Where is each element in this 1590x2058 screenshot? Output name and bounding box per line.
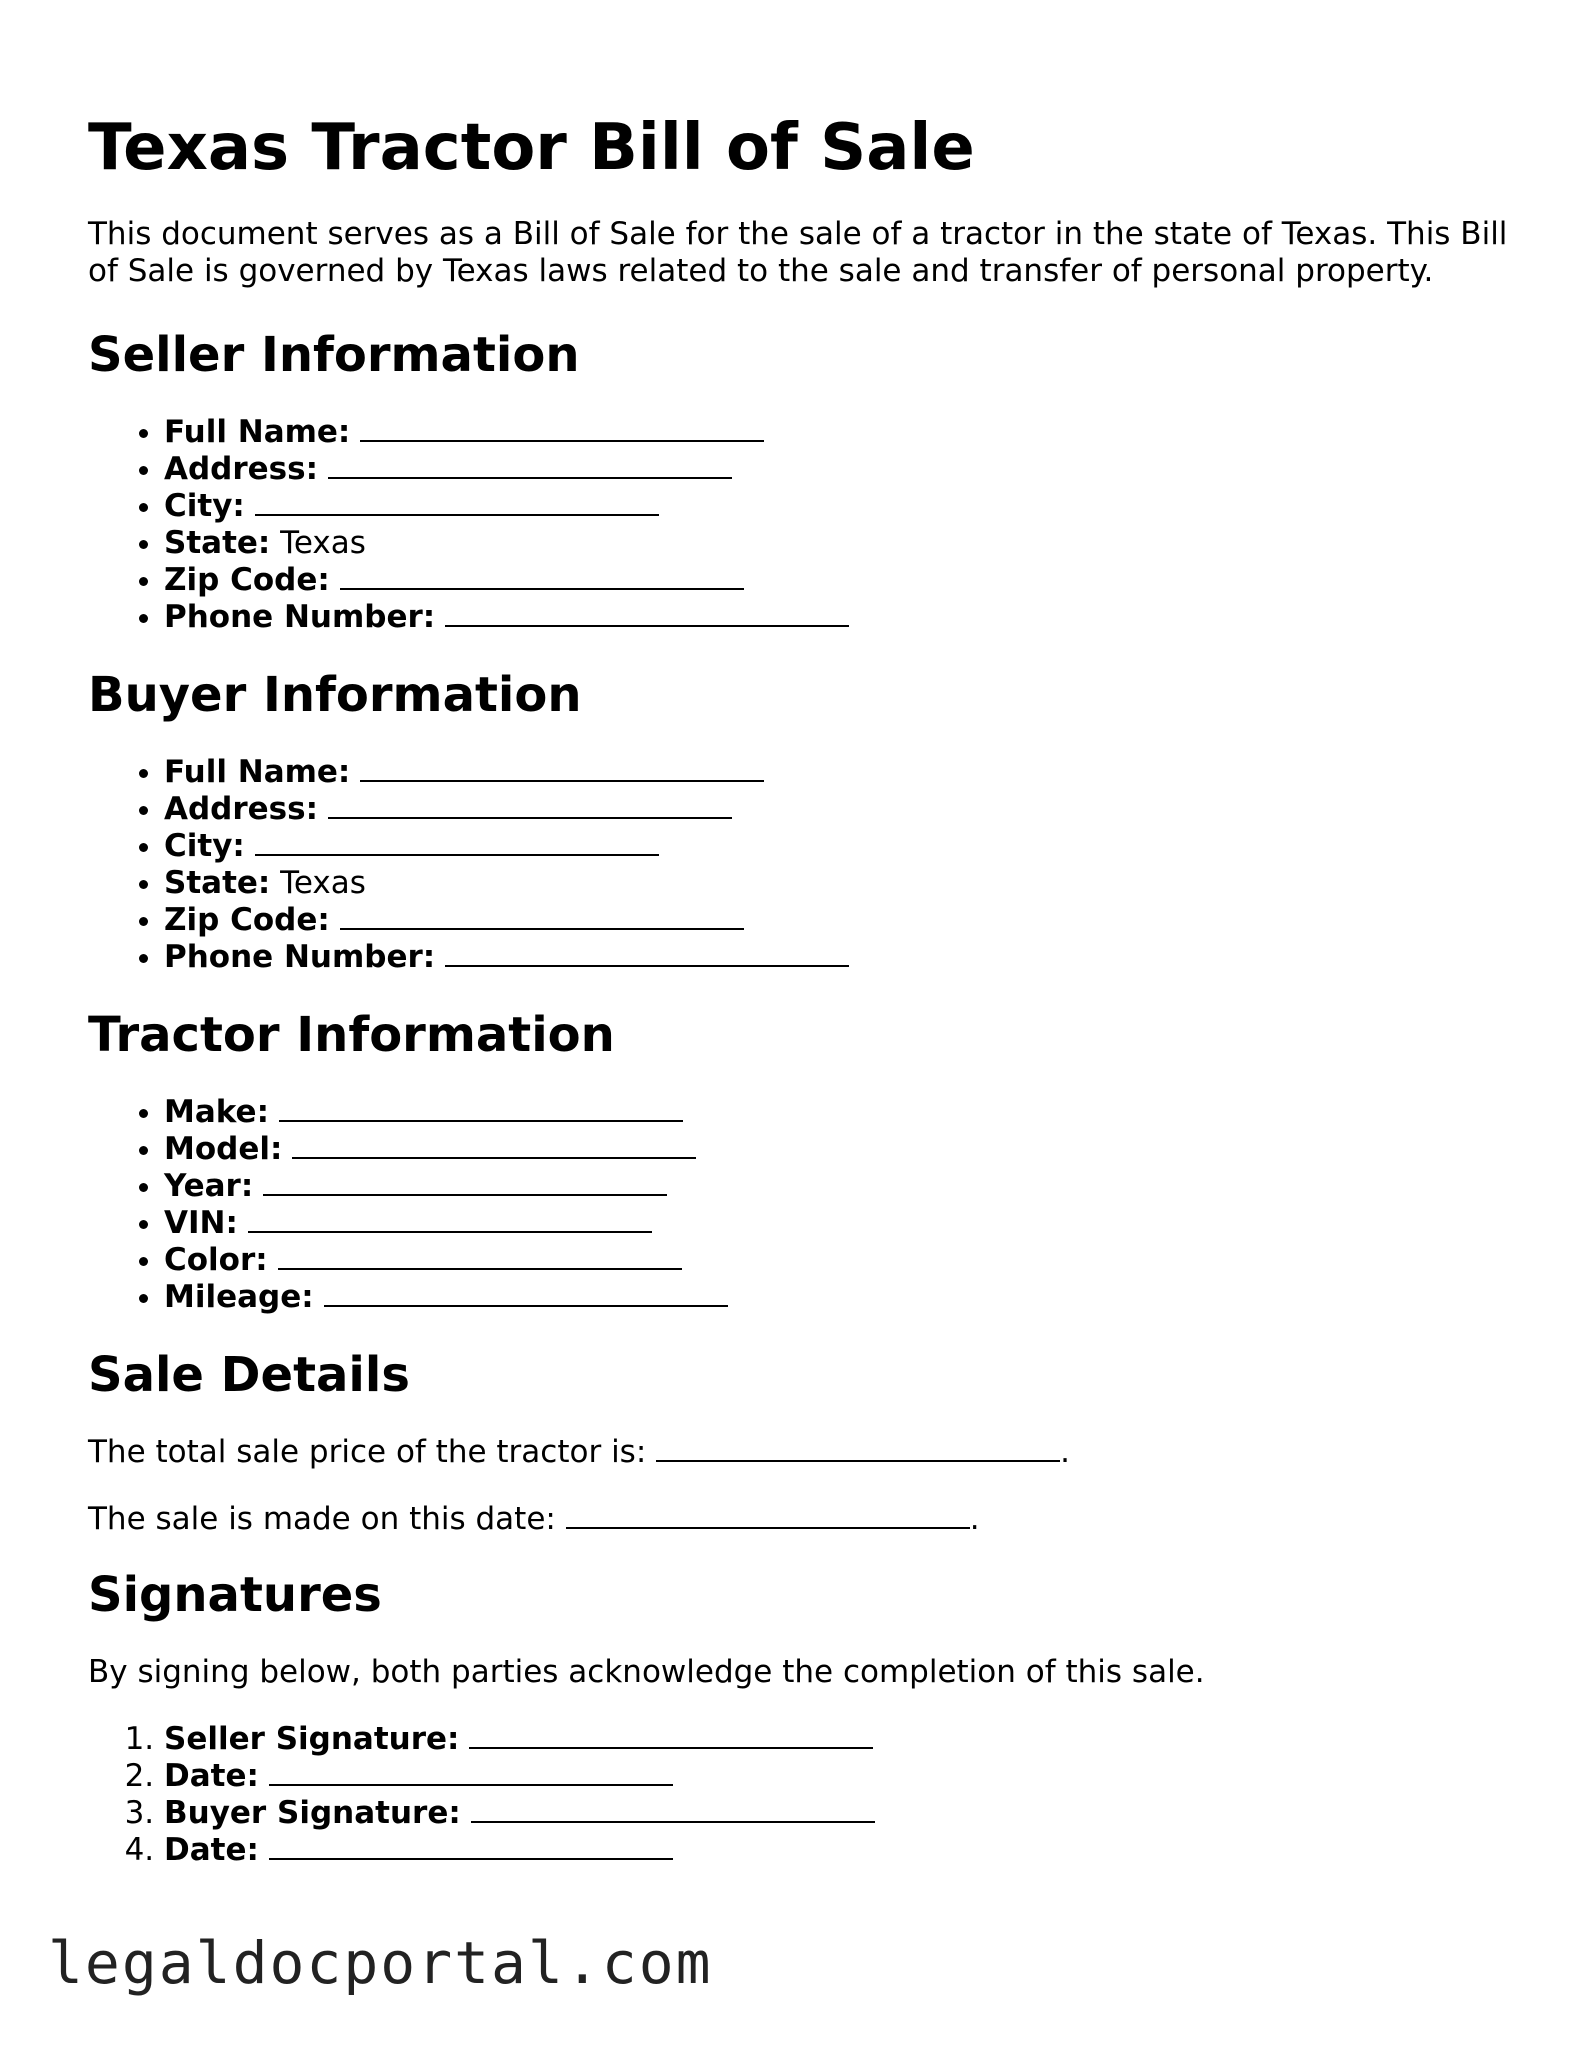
seller-phone-blank[interactable] <box>445 599 849 627</box>
seller-full-name-item <box>164 414 1518 451</box>
tractor-color-item <box>164 1242 1518 1279</box>
field-label: Color: <box>164 1242 268 1278</box>
tractor-model-blank[interactable] <box>292 1131 696 1159</box>
sale-price-blank[interactable] <box>656 1434 1060 1462</box>
seller-city-blank[interactable] <box>255 488 659 516</box>
field-label: Address: <box>164 451 318 487</box>
field-label: Full Name: <box>164 414 351 450</box>
seller-city-item <box>164 488 1518 525</box>
tractor-mileage-blank[interactable] <box>324 1279 728 1307</box>
tractor-mileage-item <box>164 1279 1518 1316</box>
tractor-field-list <box>88 1094 1518 1316</box>
tractor-year-item <box>164 1168 1518 1205</box>
seller-state-value: Texas <box>280 525 366 561</box>
sale-price-text: The total sale price of the tractor is: <box>88 1434 647 1470</box>
field-label: Zip Code: <box>164 562 330 598</box>
buyer-state-value: Texas <box>280 865 366 901</box>
field-label: Phone Number: <box>164 939 436 975</box>
signature-list <box>88 1721 1518 1869</box>
document-title: Texas Tractor Bill of Sale <box>88 111 975 185</box>
buyer-heading: Buyer Information <box>88 667 582 723</box>
buyer-full-name-blank[interactable] <box>360 754 764 782</box>
buyer-signature-item <box>164 1795 1518 1832</box>
sale-price-line <box>88 1434 1518 1471</box>
buyer-zip-item <box>164 902 1518 939</box>
field-label: Phone Number: <box>164 599 436 635</box>
buyer-full-name-item <box>164 754 1518 791</box>
field-label: Date: <box>164 1758 259 1794</box>
field-label: Address: <box>164 791 318 827</box>
buyer-address-blank[interactable] <box>328 791 732 819</box>
field-label: Model: <box>164 1131 283 1167</box>
buyer-date-blank[interactable] <box>269 1832 673 1860</box>
tractor-make-blank[interactable] <box>279 1094 683 1122</box>
buyer-address-item <box>164 791 1518 828</box>
buyer-field-list <box>88 754 1518 976</box>
seller-full-name-blank[interactable] <box>360 414 764 442</box>
field-label: Mileage: <box>164 1279 314 1315</box>
field-label: State: <box>164 525 271 561</box>
buyer-city-blank[interactable] <box>255 828 659 856</box>
document-page <box>88 0 1518 1869</box>
buyer-zip-blank[interactable] <box>340 902 744 930</box>
field-label: City: <box>164 828 245 864</box>
sale-date-period: . <box>969 1501 980 1537</box>
field-label: Year: <box>164 1168 254 1204</box>
seller-signature-blank[interactable] <box>469 1721 873 1749</box>
signatures-heading: Signatures <box>88 1567 382 1623</box>
buyer-state-item <box>164 865 1518 902</box>
seller-address-blank[interactable] <box>328 451 732 479</box>
seller-state-item <box>164 525 1518 562</box>
field-label: Date: <box>164 1832 259 1868</box>
signatures-text: By signing below, both parties acknowledge the completion of this sale. <box>88 1654 1205 1690</box>
field-label: VIN: <box>164 1205 238 1241</box>
buyer-phone-item <box>164 939 1518 976</box>
seller-heading: Seller Information <box>88 327 580 383</box>
buyer-date-item <box>164 1832 1518 1869</box>
sale-date-line <box>88 1501 1518 1538</box>
tractor-model-item <box>164 1131 1518 1168</box>
field-label: Make: <box>164 1094 269 1130</box>
tractor-heading: Tractor Information <box>88 1007 615 1063</box>
tractor-vin-blank[interactable] <box>248 1205 652 1233</box>
seller-address-item <box>164 451 1518 488</box>
field-label: Zip Code: <box>164 902 330 938</box>
buyer-signature-blank[interactable] <box>471 1795 875 1823</box>
field-label: City: <box>164 488 245 524</box>
intro-paragraph: This document serves as a Bill of Sale for the sale of a tractor in the state of Texas. This Bill of Sale is governed by Texas laws related to the sale and transfer of personal property. <box>88 216 1508 289</box>
field-label: Full Name: <box>164 754 351 790</box>
field-label: State: <box>164 865 271 901</box>
seller-date-item <box>164 1758 1518 1795</box>
seller-phone-item <box>164 599 1518 636</box>
buyer-city-item <box>164 828 1518 865</box>
buyer-phone-blank[interactable] <box>445 939 849 967</box>
tractor-year-blank[interactable] <box>263 1168 667 1196</box>
watermark: legaldocportal.com <box>48 1929 713 1997</box>
seller-field-list <box>88 414 1518 636</box>
tractor-color-blank[interactable] <box>278 1242 682 1270</box>
sale-date-blank[interactable] <box>566 1501 970 1529</box>
field-label: Buyer Signature: <box>164 1795 461 1831</box>
sale-date-text: The sale is made on this date: <box>88 1501 556 1537</box>
sale-heading: Sale Details <box>88 1347 410 1403</box>
tractor-vin-item <box>164 1205 1518 1242</box>
field-label: Seller Signature: <box>164 1721 460 1757</box>
sale-price-period: . <box>1060 1434 1070 1470</box>
tractor-make-item <box>164 1094 1518 1131</box>
seller-date-blank[interactable] <box>269 1758 673 1786</box>
seller-signature-item <box>164 1721 1518 1758</box>
seller-zip-item <box>164 562 1518 599</box>
seller-zip-blank[interactable] <box>340 562 744 590</box>
